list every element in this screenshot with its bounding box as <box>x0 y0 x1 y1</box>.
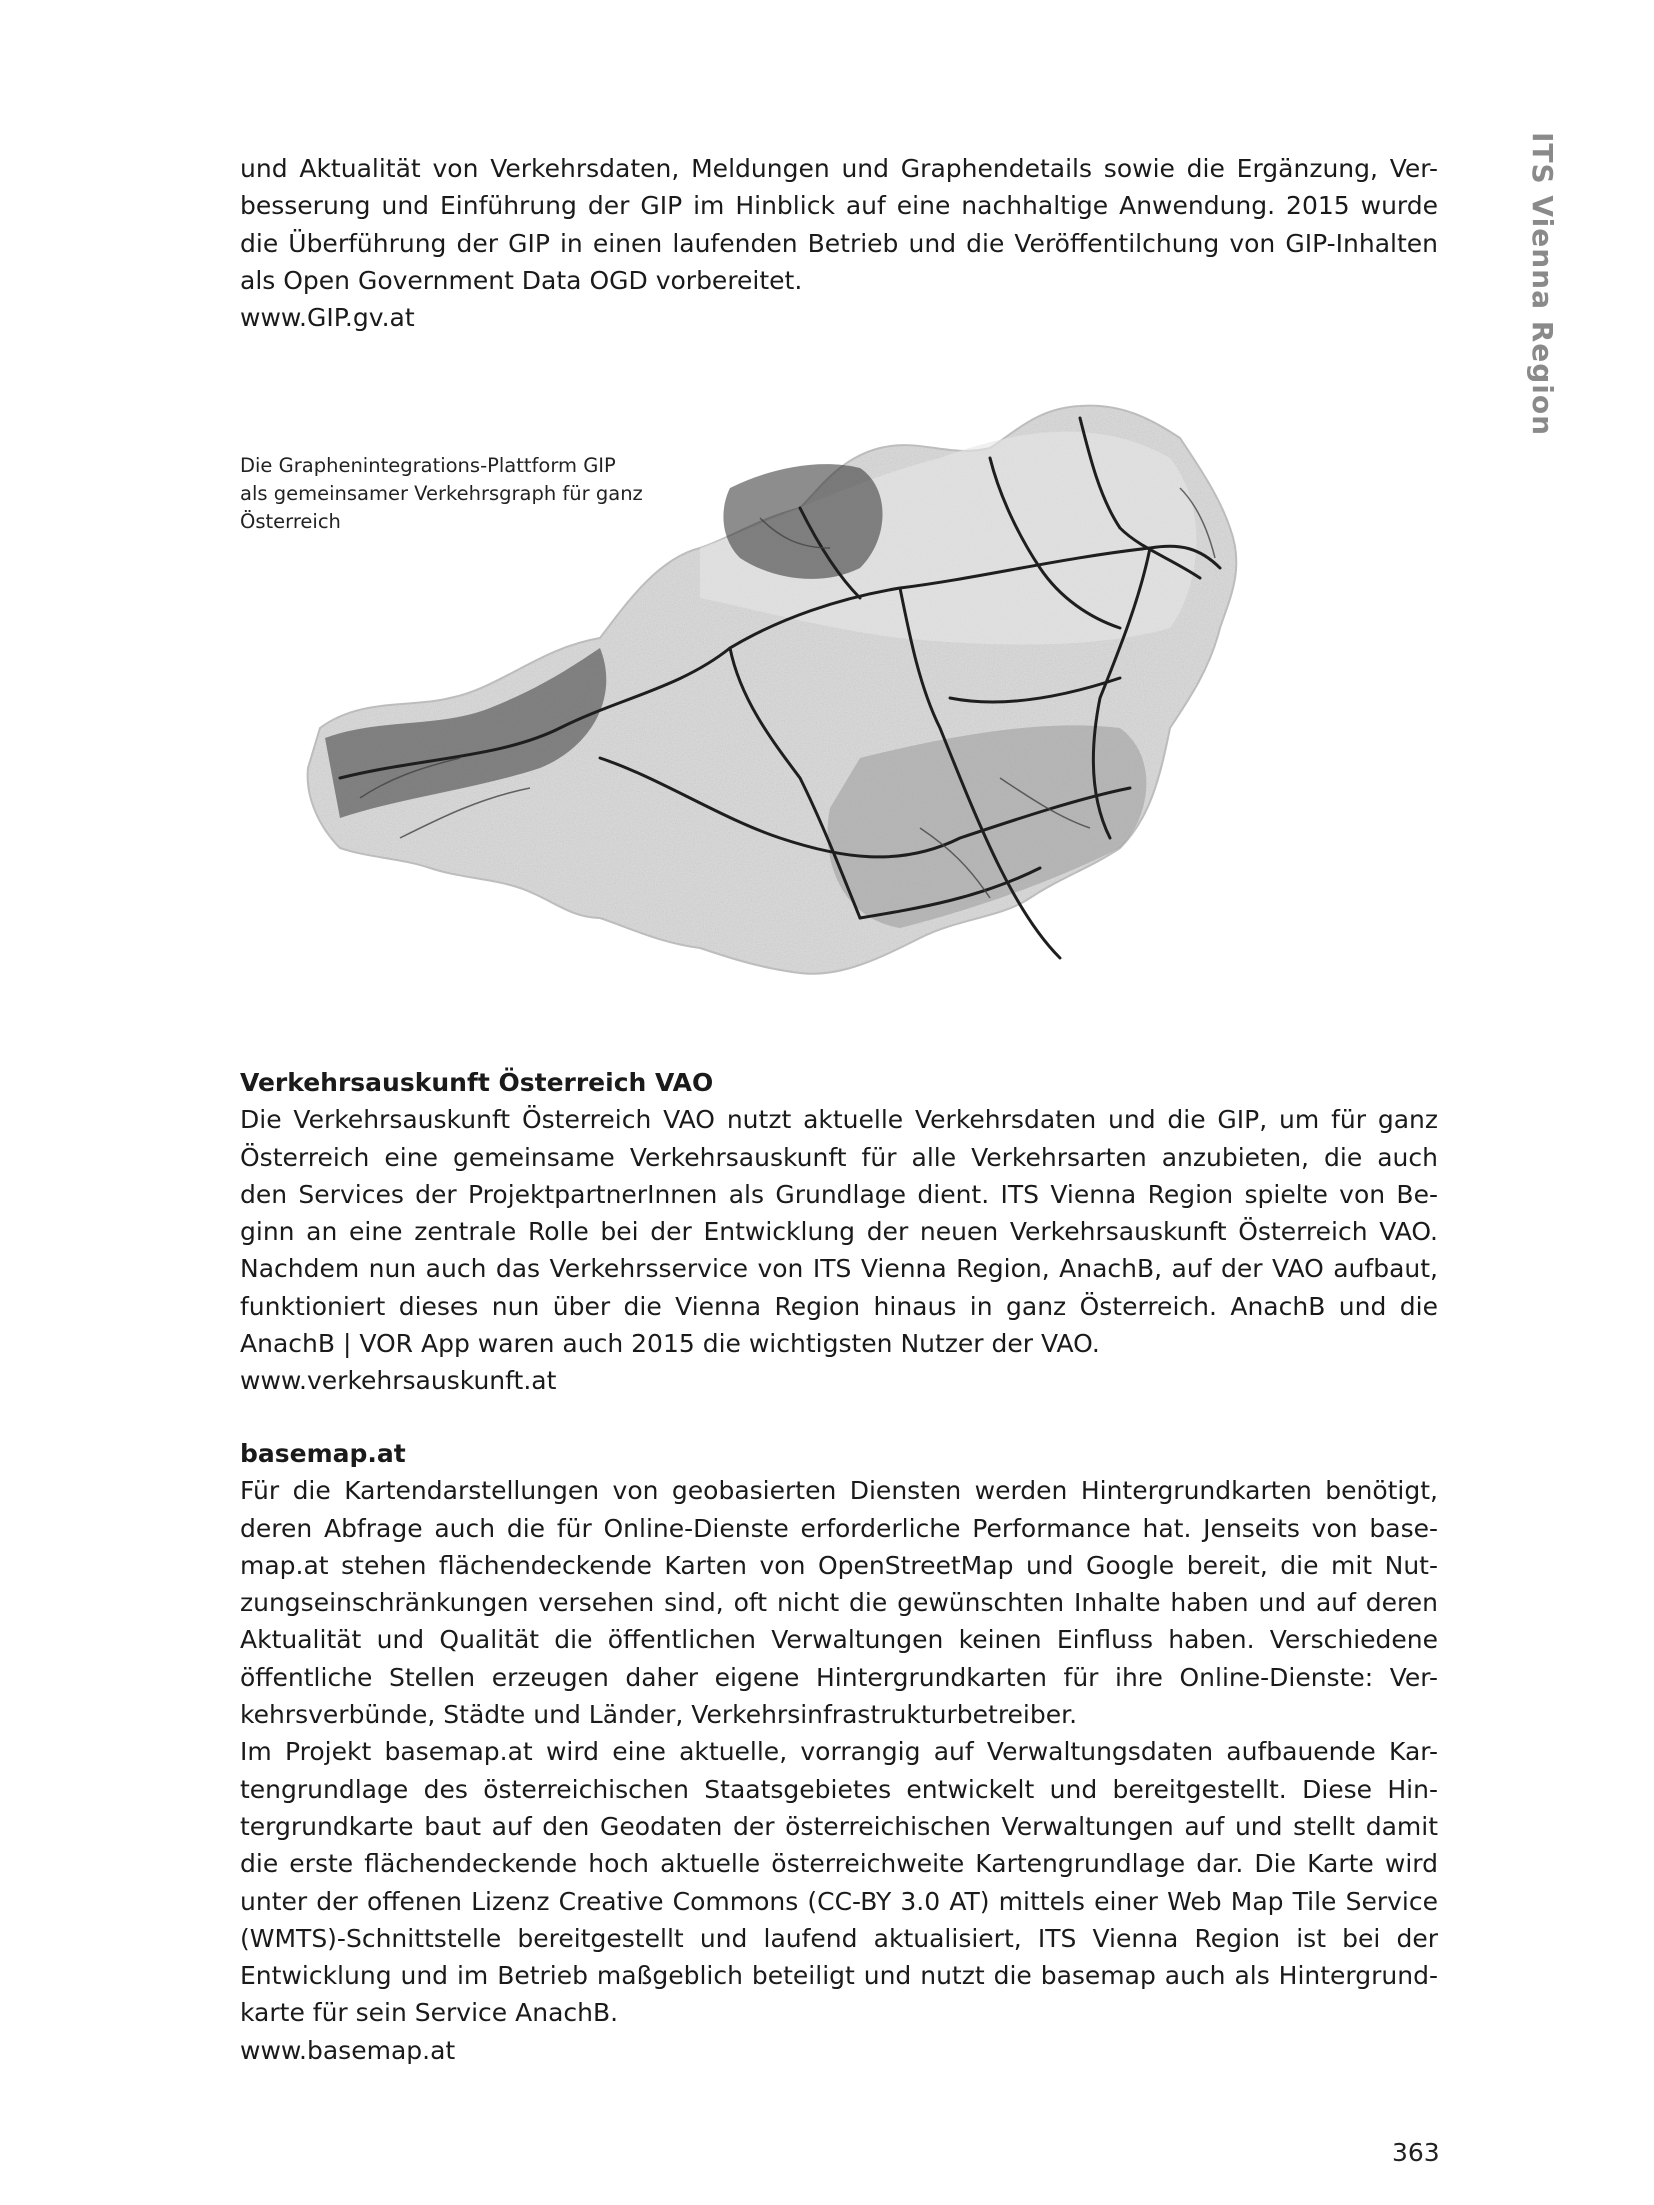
basemap-line: karte für sein Service AnachB. <box>240 1998 619 2028</box>
vao-heading: Verkehrsauskunft Österreich VAO <box>240 1068 714 1097</box>
basemap-line: zungseinschränkungen versehen sind, oft nicht die gewünschten Inhalte haben und auf deren <box>240 1588 1438 1618</box>
vao-link[interactable]: www.verkehrsauskunft.at <box>240 1366 557 1396</box>
basemap-heading: basemap.at <box>240 1439 406 1468</box>
intro-line: als Open Government Data OGD vorbereitet. <box>240 265 803 295</box>
basemap-line: tengrundlage des österreichischen Staatsgebietes entwickelt und bereitgestellt. Diese Hin- <box>240 1774 1438 1804</box>
basemap-link[interactable]: www.basemap.at <box>240 2035 456 2065</box>
basemap-line: öffentliche Stellen erzeugen daher eigene Hintergrundkarten für ihre Online-Dienste: Ver- <box>240 1662 1438 1692</box>
basemap-line: tergrundkarte baut auf den Geodaten der österreichischen Verwaltungen auf und stellt damit <box>240 1811 1438 1841</box>
intro-line: und Aktualität von Verkehrsdaten, Meldungen und Graphendetails sowie die Ergänzung, Ver- <box>240 154 1438 183</box>
basemap-paragraph-2 <box>240 1733 1438 2031</box>
vao-line: den Services der ProjektpartnerInnen als Grundlage dient. ITS Vienna Region spielte von Be- <box>240 1179 1438 1209</box>
intro-line: die Überführung der GIP in einen laufenden Betrieb und die Veröffentilchung von GIP-Inhalten <box>240 228 1438 258</box>
basemap-line: die erste flächendeckende hoch aktuelle österreichweite Kartengrundlage dar. Die Karte wird <box>240 1849 1438 1879</box>
basemap-line: Im Projekt basemap.at wird eine aktuelle, vorrangig auf Verwaltungsdaten aufbauende Kar- <box>240 1737 1438 1767</box>
vao-line: Die Verkehrsauskunft Österreich VAO nutzt aktuelle Verkehrsdaten und die GIP, um für ganz <box>240 1105 1438 1135</box>
basemap-line: deren Abfrage auch die für Online-Dienste erforderliche Performance hat. Jenseits von base- <box>240 1513 1438 1543</box>
basemap-paragraph-1 <box>240 1472 1438 1733</box>
vao-line: ginn an eine zentrale Rolle bei der Entwicklung der neuen Verkehrsauskunft Österreich VAO. <box>240 1217 1438 1247</box>
intro-line: besserung und Einführung der GIP im Hinblick auf eine nachhaltige Anwendung. 2015 wurde <box>240 191 1438 221</box>
basemap-line: Aktualität und Qualität die öffentlichen Verwaltungen keinen Einfluss haben. Verschiedene <box>240 1625 1438 1655</box>
vao-paragraph <box>240 1101 1438 1362</box>
basemap-line: Für die Kartendarstellungen von geobasierten Diensten werden Hintergrundkarten benötigt, <box>240 1476 1438 1506</box>
vao-line: Nachdem nun auch das Verkehrsservice von ITS Vienna Region, AnachB, auf der VAO aufbaut, <box>240 1254 1438 1284</box>
vao-line: Österreich eine gemeinsame Verkehrsauskunft für alle Verkehrsarten anzubieten, die auch <box>240 1142 1438 1172</box>
caption-line: Österreich <box>240 510 341 533</box>
basemap-line: kehrsverbünde, Städte und Länder, Verkehrsinfrastrukturbetreiber. <box>240 1700 1078 1730</box>
basemap-line: map.at stehen flächendeckende Karten von OpenStreetMap und Google bereit, die mit Nut- <box>240 1550 1438 1580</box>
vao-section <box>240 1064 1438 1400</box>
basemap-line: Entwicklung und im Betrieb maßgeblich beteiligt und nutzt die basemap auch als Hintergrund- <box>240 1961 1438 1991</box>
running-header: ITS Vienna Region <box>1526 132 1559 437</box>
caption-line: Die Graphenintegrations-Plattform GIP <box>240 454 616 477</box>
basemap-section <box>240 1435 1438 2069</box>
caption-line: als gemeinsamer Verkehrsgraph für ganz <box>240 482 643 505</box>
vao-line: AnachB | VOR App waren auch 2015 die wichtigsten Nutzer der VAO. <box>240 1329 1100 1359</box>
intro-section <box>240 150 1438 336</box>
page-number: 363 <box>1392 2138 1440 2167</box>
intro-paragraph <box>240 150 1438 299</box>
gip-link[interactable]: www.GIP.gv.at <box>240 303 415 333</box>
austria-traffic-graph-map <box>300 398 1470 1008</box>
vao-line: funktioniert dieses nun über die Vienna Region hinaus in ganz Österreich. AnachB und die <box>240 1291 1438 1321</box>
basemap-line: (WMTS)-Schnittstelle bereitgestellt und laufend aktualisiert, ITS Vienna Region ist bei der <box>240 1923 1438 1953</box>
basemap-line: unter der offenen Lizenz Creative Commons (CC-BY 3.0 AT) mittels einer Web Map Tile Service <box>240 1886 1438 1916</box>
